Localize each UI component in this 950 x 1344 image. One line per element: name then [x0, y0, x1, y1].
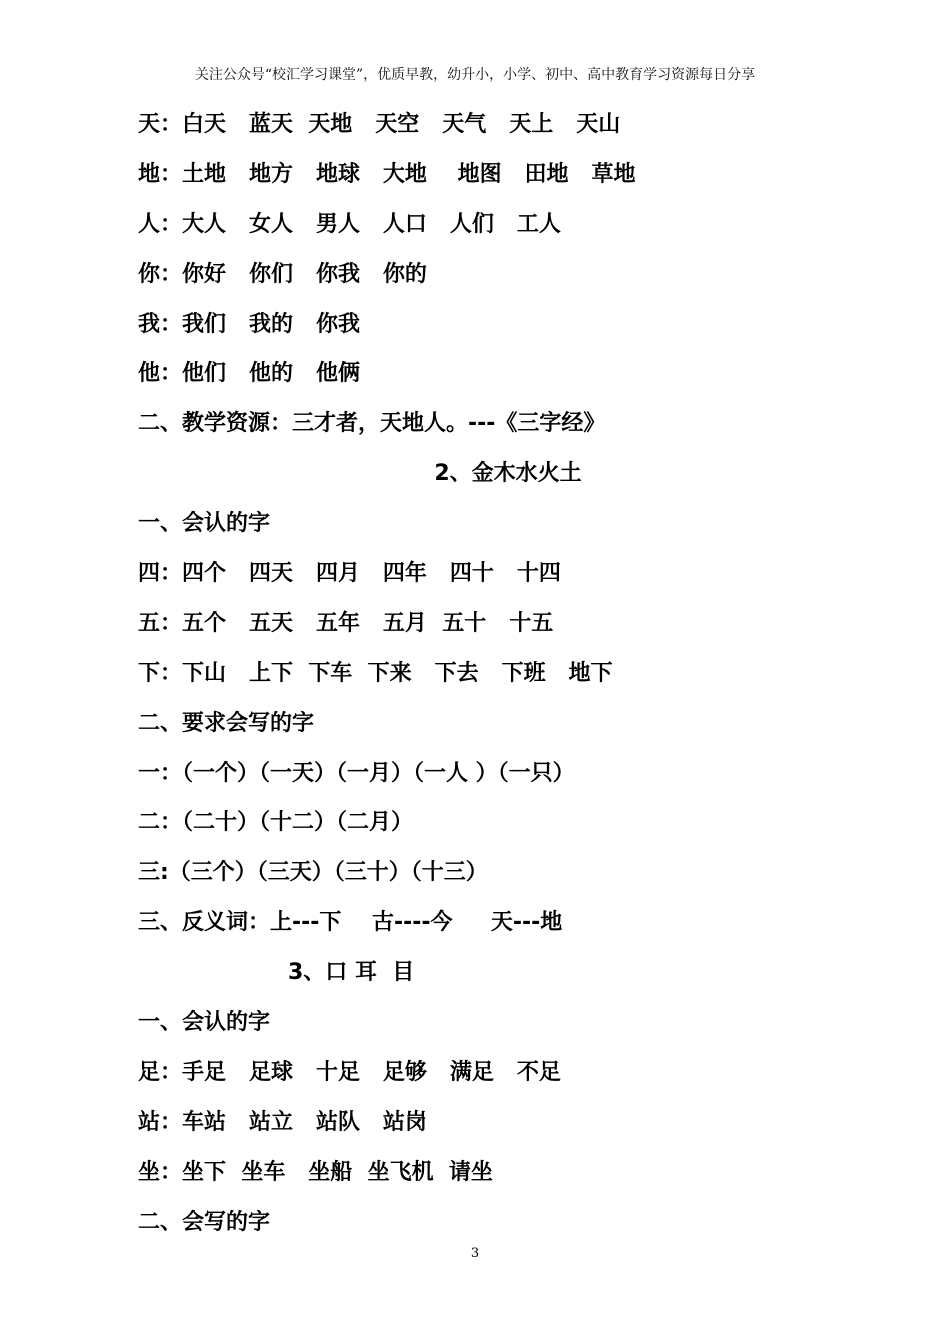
text-line: 他：他们 他的 他俩 [138, 361, 360, 387]
section-title: 3、口 耳 目 [288, 960, 415, 986]
text-line: 五：五个 五天 五年 五月 五十 十五 [138, 610, 554, 636]
text-line: 地：土地 地方 地球 大地 地图 田地 草地 [138, 161, 636, 187]
text-line: 足：手足 足球 十足 足够 满足 不足 [138, 1059, 561, 1085]
text-line: 人：大人 女人 男人 人口 人们 工人 [138, 211, 561, 237]
document-body [138, 100, 918, 1247]
text-line: 四：四个 四天 四月 四年 四十 十四 [138, 561, 561, 587]
text-line: 下：下山 上下 下车 下来 下去 下班 地下 [138, 660, 613, 686]
text-line: 三:（三个）（三天）（三十）（十三） [138, 860, 488, 886]
subsection-heading: 二、要求会写的字 [138, 710, 315, 736]
page-header: 关注公众号“校汇学习课堂”，优质早教，幼升小，小学、初中、高中教育学习资源每日分享 [194, 67, 756, 83]
text-line: 你：你好 你们 你我 你的 [138, 261, 427, 287]
subsection-heading: 一、会认的字 [138, 511, 271, 537]
text-line: 二、教学资源：三才者，天地人。---《三字经》 [138, 411, 606, 437]
text-line: 二：（二十）（十二）（二月） [138, 810, 414, 836]
text-line: 一：（一个）（一天）（一月）（一人 ）（一只） [138, 760, 575, 786]
text-line: 我：我们 我的 你我 [138, 311, 360, 337]
subsection-heading: 二、会写的字 [138, 1209, 271, 1235]
page-number: 3 [470, 1246, 480, 1261]
section-title: 2、金木水火土 [434, 461, 582, 487]
text-line: 坐：坐下 坐车 坐船 坐飞机 请坐 [138, 1159, 493, 1185]
text-line: 天：白天 蓝天 天地 天空 天气 天上 天山 [138, 112, 621, 137]
text-line: 站：车站 站立 站队 站岗 [138, 1109, 427, 1135]
text-line: 三、反义词：上---下 古----今 天---地 [138, 910, 563, 936]
subsection-heading: 一、会认的字 [138, 1010, 271, 1036]
